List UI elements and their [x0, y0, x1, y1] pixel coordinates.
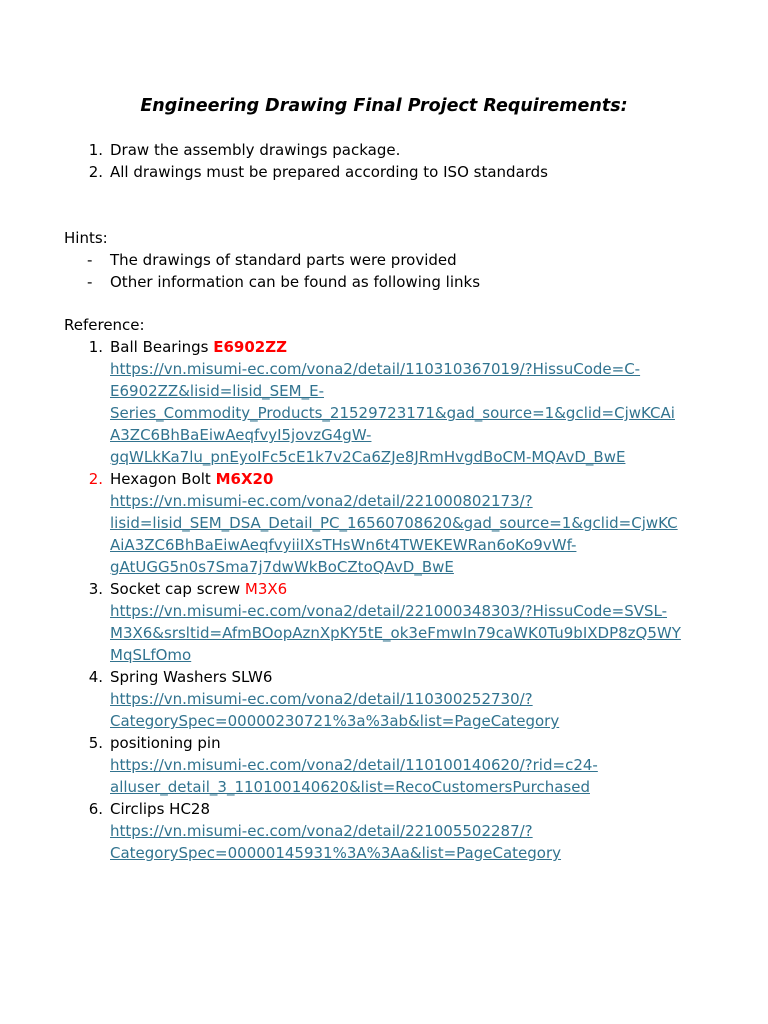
reference-link[interactable]: https://vn.misumi-ec.com/vona2/detail/110100140620/?rid=c24-: [110, 756, 598, 774]
bullet-dash: -: [87, 251, 93, 269]
list-number: 1.: [88, 338, 103, 356]
list-number: 3.: [88, 580, 103, 598]
page-title: Engineering Drawing Final Project Requirements:: [140, 96, 628, 116]
reference-link[interactable]: https://vn.misumi-ec.com/vona2/detail/110310367019/?HissuCode=C-: [110, 360, 641, 378]
reference-link[interactable]: CategorySpec=00000145931%3A%3Aa&list=PageCategory: [110, 844, 562, 862]
reference-link[interactable]: https://vn.misumi-ec.com/vona2/detail/221000348303/?HissuCode=SVSL-: [110, 602, 668, 620]
reference-link[interactable]: https://vn.misumi-ec.com/vona2/detail/221005502287/?: [110, 822, 533, 840]
part-name: Hexagon Bolt: [110, 470, 216, 488]
hints-section: [64, 227, 724, 293]
reference-link[interactable]: https://vn.misumi-ec.com/vona2/detail/110300252730/?: [110, 690, 533, 708]
reference-item: [64, 666, 724, 688]
hint-text: The drawings of standard parts were provided: [110, 251, 457, 269]
reference-link[interactable]: https://vn.misumi-ec.com/vona2/detail/221000802173/?: [110, 492, 533, 510]
part-name: Ball Bearings: [110, 338, 214, 356]
reference-link[interactable]: lisid=lisid_SEM_DSA_Detail_PC_16560708620&gad_source=1&gclid=CjwKC: [110, 514, 678, 532]
part-name: Circlips HC28: [110, 800, 211, 818]
reference-link[interactable]: M3X6&srsltid=AfmBOopAznXpKY5tE_ok3eFmwIn79caWK0Tu9bIXDP8zQ5WY: [110, 624, 681, 642]
reference-link[interactable]: AiA3ZC6BhBaEiwAeqfvyiiIXsTHsWn6t4TWEKEWRan6oKo9vWf-: [110, 536, 577, 554]
hint-text: Other information can be found as following links: [110, 273, 481, 291]
reference-section: [64, 314, 724, 864]
list-number: 2.: [88, 470, 103, 488]
reference-link[interactable]: CategorySpec=00000230721%3a%3ab&list=PageCategory: [110, 712, 560, 730]
reference-link[interactable]: E6902ZZ&lisid=lisid_SEM_E-: [110, 382, 324, 400]
part-code: M6X20: [215, 470, 274, 488]
reference-item: [64, 578, 724, 600]
part-name: Socket cap screw: [110, 580, 245, 598]
requirement-text: Draw the assembly drawings package.: [110, 141, 401, 159]
part-code: E6902ZZ: [213, 338, 287, 356]
reference-link[interactable]: Series_Commodity_Products_21529723171&gad_source=1&gclid=CjwKCAi: [110, 404, 675, 422]
reference-link[interactable]: gqWLkKa7lu_pnEyoIFc5cE1k7v2Ca6ZJe8JRmHvgdBoCM-MQAvD_BwE: [110, 448, 626, 466]
part-name: Spring Washers SLW6: [110, 668, 273, 686]
requirement-text: All drawings must be prepared according to ISO standards: [110, 163, 548, 181]
requirement-item: [64, 161, 724, 183]
requirement-item: [64, 139, 724, 161]
reference-item: [64, 336, 724, 358]
list-number: 2.: [88, 163, 103, 181]
hints-label: Hints:: [64, 229, 108, 247]
list-number: 1.: [88, 141, 103, 159]
reference-link[interactable]: gAtUGG5n0s7Sma7j7dwWkBoCZtoQAvD_BwE: [110, 558, 454, 576]
part-code: M3X6: [244, 580, 288, 598]
reference-link[interactable]: MqSLfOmo: [110, 646, 192, 664]
reference-label: Reference:: [64, 316, 145, 334]
reference-link[interactable]: alluser_detail_3_110100140620&list=RecoCustomersPurchased: [110, 778, 590, 796]
list-number: 6.: [88, 800, 103, 818]
list-number: 4.: [88, 668, 103, 686]
hint-item: [64, 249, 724, 271]
reference-item: [64, 798, 724, 820]
requirements-list: [64, 139, 724, 183]
reference-link[interactable]: A3ZC6BhBaEiwAeqfvyI5jovzG4gW-: [110, 426, 372, 444]
bullet-dash: -: [87, 273, 93, 291]
part-name: positioning pin: [110, 734, 221, 752]
reference-item: [64, 468, 724, 490]
list-number: 5.: [88, 734, 103, 752]
reference-item: [64, 732, 724, 754]
hint-item: [64, 271, 724, 293]
